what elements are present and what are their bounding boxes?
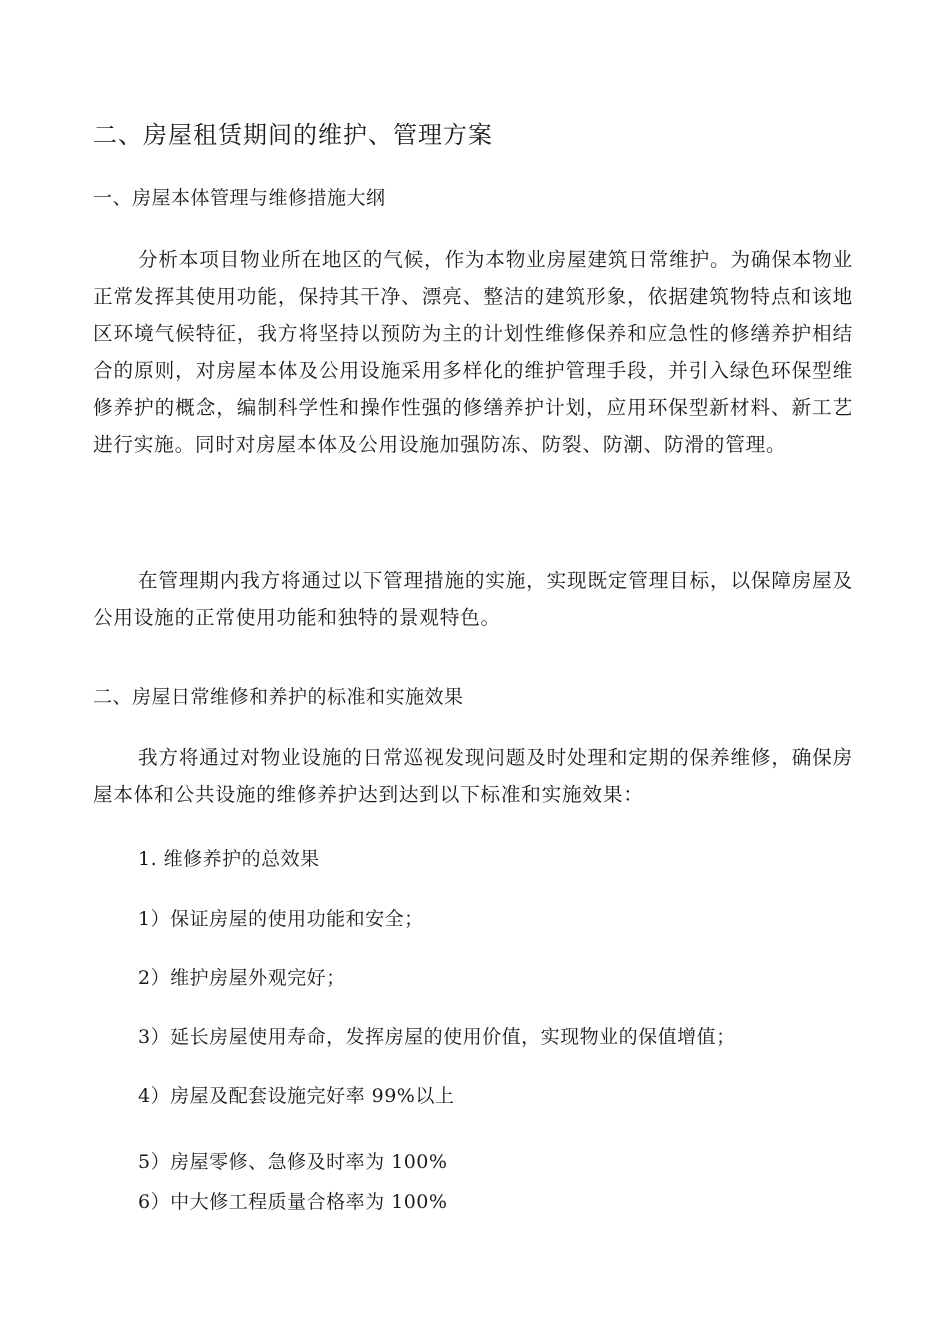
- list-item: 1）保证房屋的使用功能和安全；: [138, 908, 424, 930]
- section-1-paragraph-2: 在管理期内我方将通过以下管理措施的实施，实现既定管理目标，以保障房屋及公用设施的正常使用功能和独特的景观特色。: [93, 569, 853, 629]
- document-title: 二、房屋租赁期间的维护、管理方案: [93, 121, 493, 149]
- list-item: 5）房屋零修、急修及时率为 100%: [138, 1151, 448, 1173]
- list-item: 2）维护房屋外观完好；: [138, 967, 346, 989]
- section-2-paragraph-1: 我方将通过对物业设施的日常巡视发现问题及时处理和定期的保养维修，确保房屋本体和公共设施的维修养护达到达到以下标准和实施效果：: [93, 746, 853, 806]
- section-1-paragraph-1: 分析本项目物业所在地区的气候，作为本物业房屋建筑日常维护。为确保本物业正常发挥其使用功能，保持其干净、漂亮、整洁的建筑形象，依据建筑物特点和该地区环境气候特征，我方将坚持以预防为主的计划性维修保养和应急性的修缮养护相结合的原则，对房屋本体及公用设施采用多样化的维护管理手段，并引入绿色环保型维修养护的概念，编制科学性和操作性强的修缮养护计划，应用环保型新材料、新工艺进行实施。同时对房屋本体及公用设施加强防冻、防裂、防潮、防滑的管理。: [93, 248, 853, 456]
- section-2-heading: 二、房屋日常维修和养护的标准和实施效果: [93, 686, 464, 708]
- list-item: 6）中大修工程质量合格率为 100%: [138, 1191, 448, 1213]
- list-item: 3）延长房屋使用寿命，发挥房屋的使用价值，实现物业的保值增值；: [138, 1026, 736, 1048]
- list-item: 4）房屋及配套设施完好率 99%以上: [138, 1085, 455, 1107]
- section-2-subheading: 1. 维修养护的总效果: [138, 848, 320, 870]
- section-1-heading: 一、房屋本体管理与维修措施大纲: [93, 187, 386, 209]
